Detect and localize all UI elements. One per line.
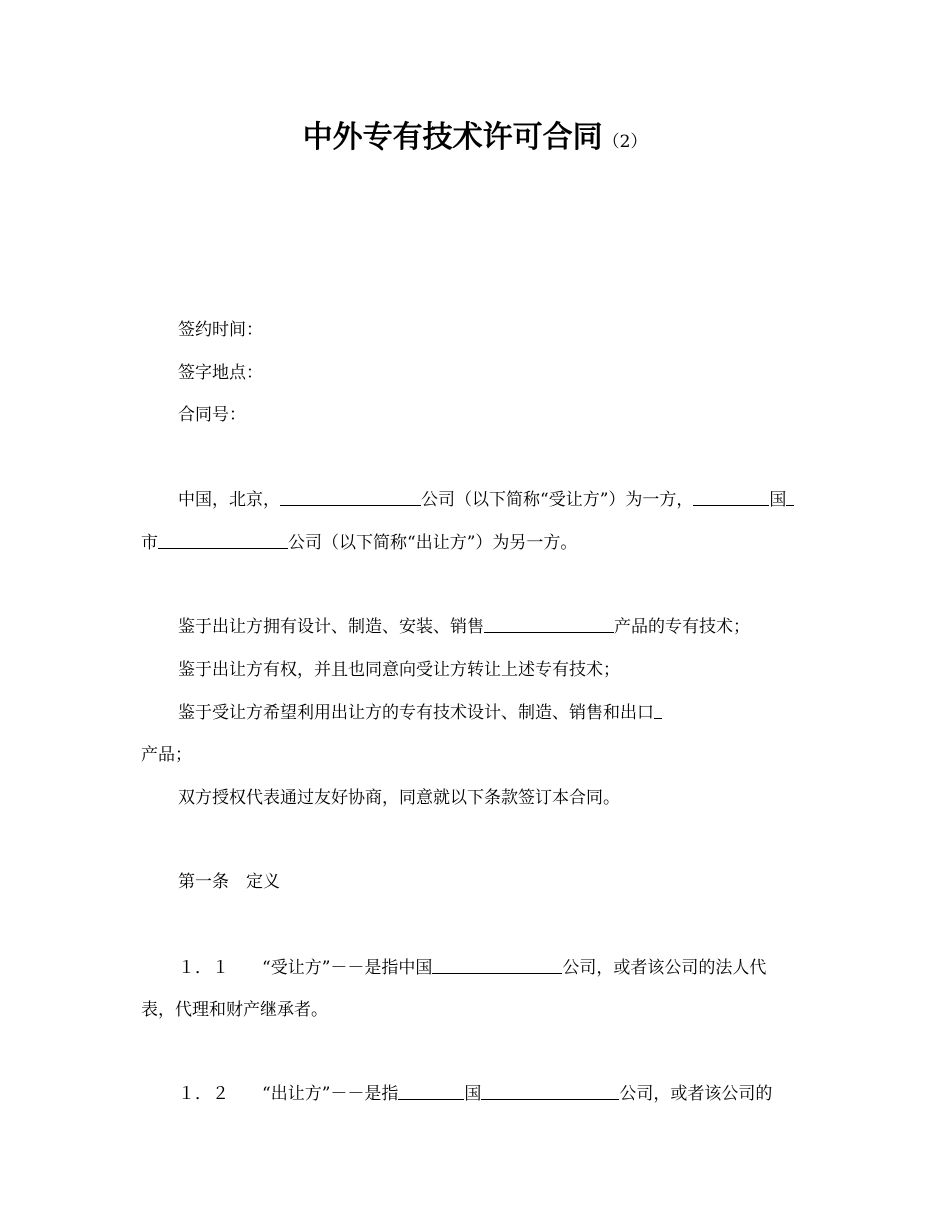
article-1-heading: 第一条 定义 bbox=[178, 872, 280, 892]
clause-1-1-continued: 表，代理和财产继承者。 bbox=[141, 1000, 328, 1020]
recital-2: 鉴于出让方有权，并且也同意向受让方转让上述专有技术； bbox=[178, 660, 620, 680]
parties-text: 公司（以下简称“出让方”）为另一方。 bbox=[288, 533, 578, 553]
sign-time-label: 签约时间： bbox=[178, 320, 263, 340]
parties-text: 公司（以下简称“受让方”）为一方， bbox=[421, 490, 694, 510]
recital-1 bbox=[178, 616, 750, 638]
title-suffix: （2） bbox=[602, 132, 648, 152]
country-blank bbox=[693, 489, 769, 506]
recital-3 bbox=[178, 702, 662, 724]
company-blank bbox=[481, 1083, 619, 1100]
clause-number: １．２ bbox=[178, 1084, 229, 1104]
clause-1-1 bbox=[178, 957, 766, 979]
document-title bbox=[0, 112, 950, 156]
clause-text: “受让方”－－是指中国 bbox=[262, 958, 433, 978]
product-blank bbox=[654, 702, 662, 719]
product-blank bbox=[484, 616, 614, 633]
clause-text: 公司，或者该公司的法人代 bbox=[562, 958, 767, 978]
clause-text: 国 bbox=[464, 1084, 482, 1104]
title-main: 中外专有技术许可合同 bbox=[302, 120, 603, 155]
country-blank bbox=[398, 1083, 464, 1100]
company-blank bbox=[158, 532, 288, 549]
clause-text: “出让方”－－是指 bbox=[262, 1084, 399, 1104]
parties-text: 国 bbox=[769, 490, 787, 510]
clause-text: 公司，或者该公司的 bbox=[619, 1084, 773, 1104]
clause-1-2 bbox=[178, 1083, 772, 1105]
city-blank bbox=[786, 489, 794, 506]
recital-text: 产品的专有技术； bbox=[614, 617, 750, 637]
recital-text: 鉴于受让方希望利用出让方的专有技术设计、制造、销售和出口 bbox=[178, 703, 654, 723]
clause-number: １．１ bbox=[178, 958, 229, 978]
sign-place-label: 签字地点： bbox=[178, 363, 263, 383]
company-blank bbox=[280, 489, 421, 506]
parties-paragraph-line1 bbox=[178, 489, 794, 511]
contract-number-label: 合同号： bbox=[178, 405, 246, 425]
parties-text: 市 bbox=[141, 533, 158, 553]
recital-4: 双方授权代表通过友好协商，同意就以下条款签订本合同。 bbox=[178, 788, 620, 808]
recital-3-continued: 产品； bbox=[141, 745, 192, 765]
company-blank bbox=[432, 957, 562, 974]
parties-text: 中国，北京， bbox=[178, 490, 280, 510]
recital-text: 鉴于出让方拥有设计、制造、安装、销售 bbox=[178, 617, 484, 637]
parties-paragraph-line2 bbox=[141, 532, 577, 554]
